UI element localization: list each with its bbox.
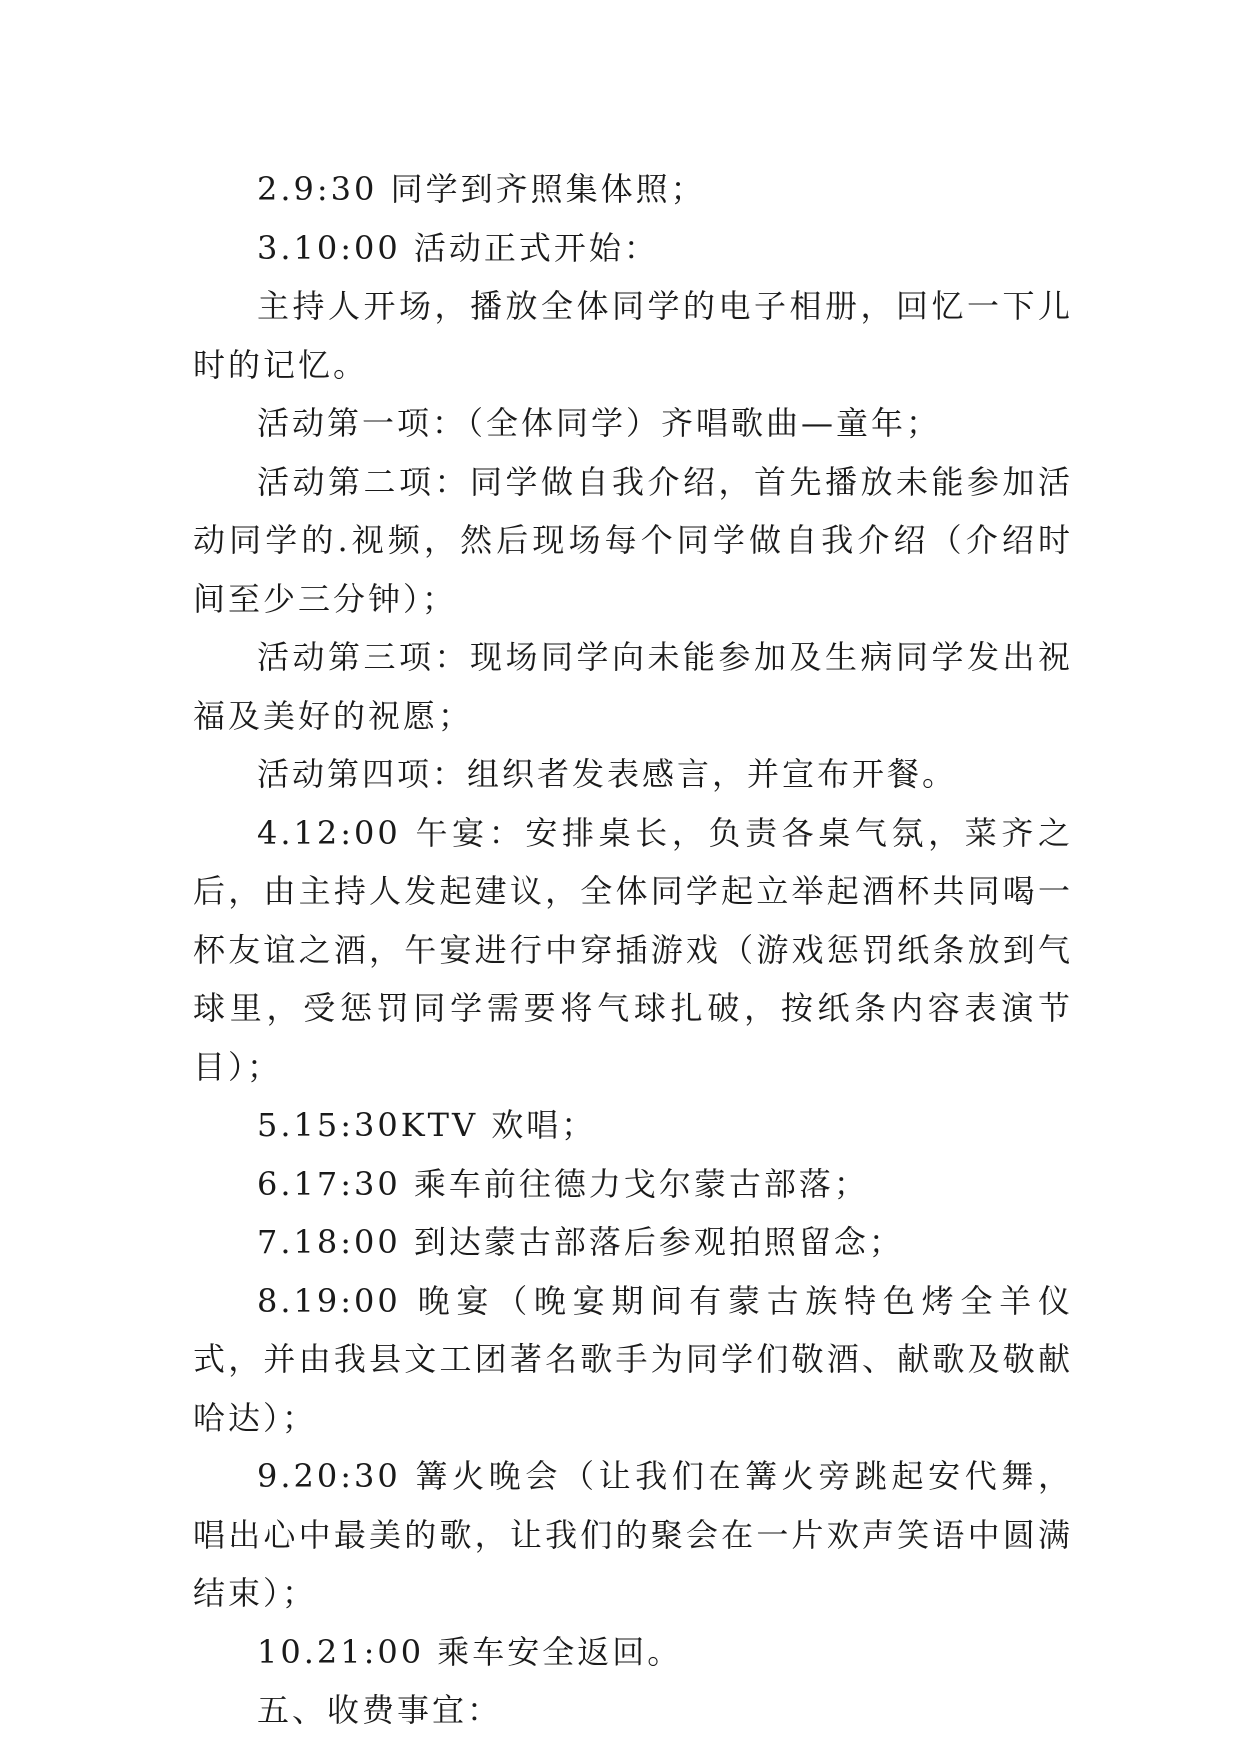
paragraph-step-8: 8.19:00 晚宴（晚宴期间有蒙古族特色烤全羊仪式，并由我县文工团著名歌手为同学们敬酒、献歌及敬献哈达）； bbox=[193, 1281, 1073, 1437]
paragraph-step-4: 4.12:00 午宴：安排桌长，负责各桌气氛，菜齐之后，由主持人发起建议，全体同学起立举起酒杯共同喝一杯友谊之酒，午宴进行中穿插游戏（游戏惩罚纸条放到气球里，受惩罚同学需要将气球扎破，按纸条内容表演节目）； bbox=[193, 813, 1073, 1086]
paragraph-activity-1: 活动第一项：（全体同学）齐唱歌曲—童年； bbox=[257, 404, 942, 442]
paragraph-step-3: 3.10:00 活动正式开始： bbox=[257, 228, 659, 267]
document-body bbox=[193, 160, 1073, 1740]
section-heading-fees: 五、收费事宜： bbox=[257, 1691, 503, 1729]
paragraph-step-7: 7.18:00 到达蒙古部落后参观拍照留念； bbox=[257, 1223, 904, 1261]
paragraph-activity-2: 活动第二项：同学做自我介绍，首先播放未能参加活动同学的.视频，然后现场每个同学做自我介绍（介绍时间至少三分钟）； bbox=[193, 462, 1073, 618]
paragraph-step-9: 9.20:30 篝火晚会（让我们在篝火旁跳起安代舞，唱出心中最美的歌，让我们的聚会在一片欢声笑语中圆满结束）； bbox=[193, 1457, 1073, 1612]
paragraph-activity-3: 活动第三项：现场同学向未能参加及生病同学发出祝福及美好的祝愿； bbox=[193, 638, 1073, 735]
paragraph-step-2: 2.9:30 同学到齐照集体照； bbox=[257, 170, 706, 208]
paragraph-activity-4: 活动第四项：组织者发表感言，并宣布开餐。 bbox=[257, 755, 958, 793]
paragraph-step-5: 5.15:30KTV 欢唱； bbox=[257, 1106, 597, 1144]
paragraph-host-opening: 主持人开场，播放全体同学的电子相册，回忆一下儿时的记忆。 bbox=[193, 287, 1073, 384]
paragraph-step-6: 6.17:30 乘车前往德力戈尔蒙古部落； bbox=[257, 1164, 869, 1203]
paragraph-step-10: 10.21:00 乘车安全返回。 bbox=[257, 1632, 683, 1671]
